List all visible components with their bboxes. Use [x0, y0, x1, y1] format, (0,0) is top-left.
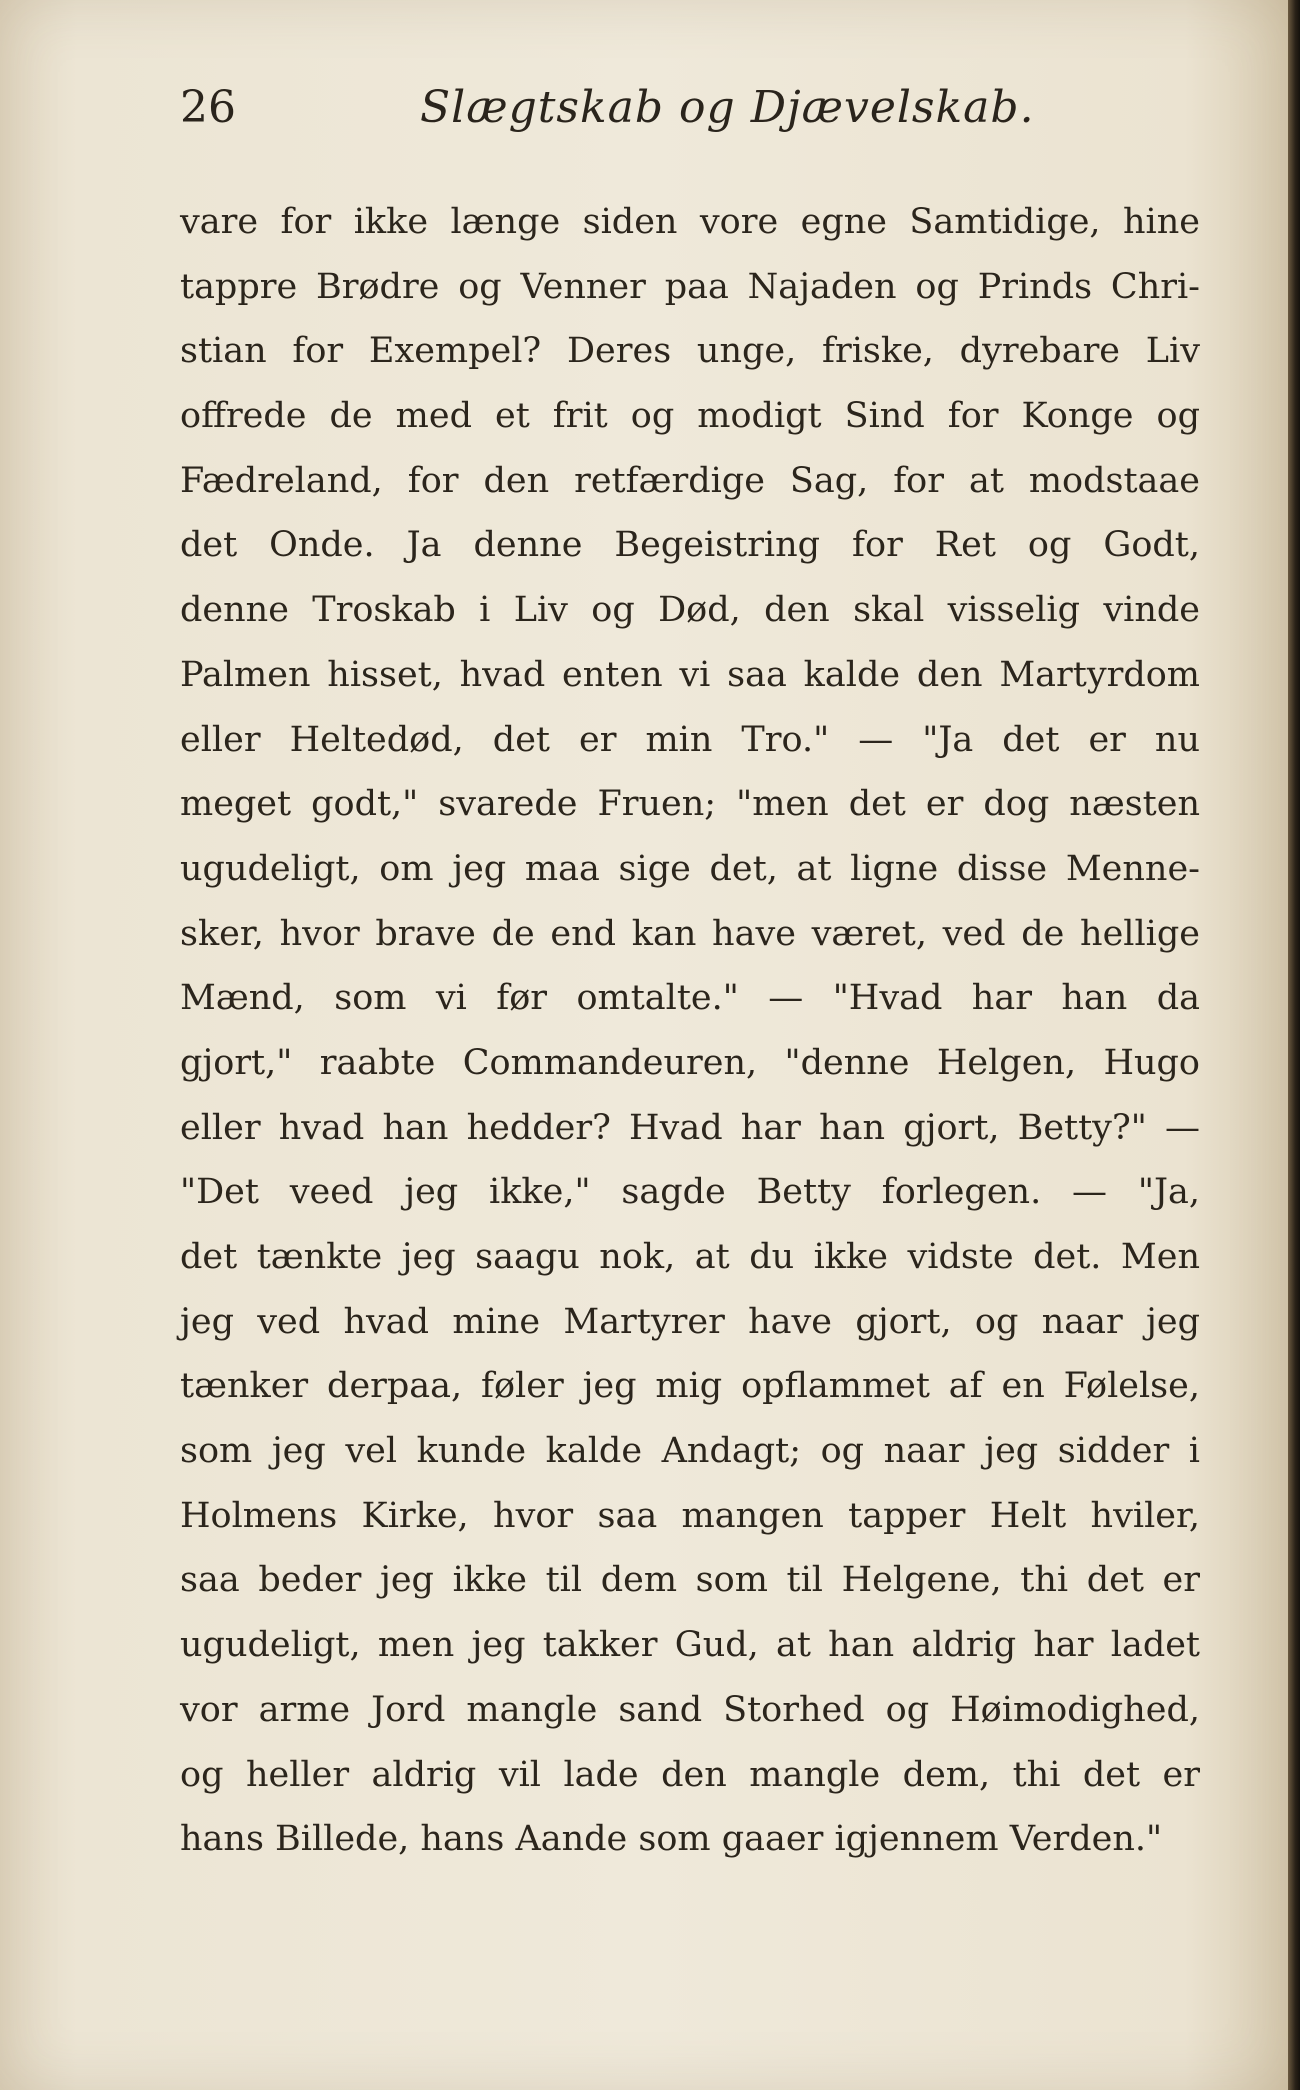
body-text	[180, 190, 1200, 1872]
text-line: Mænd, som vi før omtalte." — "Hvad har han da	[180, 978, 1200, 1019]
text-line: meget godt," svarede Fruen; "men det er dog næsten	[180, 784, 1200, 825]
running-title: Slægtskab og Djævelskab.	[420, 82, 1035, 133]
text-line: stian for Exempel? Deres unge, friske, dyrebare Liv	[180, 331, 1200, 372]
text-line: eller Heltedød, det er min Tro." — "Ja det er nu	[180, 719, 1200, 760]
text-line: som jeg vel kunde kalde Andagt; og naar jeg sidder i	[180, 1431, 1200, 1472]
text-line: ugudeligt, om jeg maa sige det, at ligne disse Menne-	[180, 848, 1200, 889]
text-line: tænker derpaa, føler jeg mig opflammet af en Følelse,	[180, 1366, 1200, 1407]
text-line: Fædreland, for den retfærdige Sag, for at modstaae	[180, 460, 1200, 501]
page-header	[180, 78, 1200, 148]
text-line: Holmens Kirke, hvor saa mangen tapper Helt hviler,	[180, 1495, 1200, 1536]
text-line: Palmen hisset, hvad enten vi saa kalde den Martyrdom	[180, 654, 1200, 695]
text-line: vor arme Jord mangle sand Storhed og Høimodighed,	[180, 1689, 1200, 1730]
text-line: ugudeligt, men jeg takker Gud, at han aldrig har ladet	[180, 1625, 1200, 1666]
text-line: eller hvad han hedder? Hvad har han gjort, Betty?" —	[180, 1107, 1200, 1148]
text-line: saa beder jeg ikke til dem som til Helgene, thi det er	[180, 1560, 1200, 1601]
page-edge	[1288, 0, 1300, 2090]
text-line: denne Troskab i Liv og Død, den skal visselig vinde	[180, 590, 1200, 631]
page-number: 26	[180, 82, 236, 133]
text-line: jeg ved hvad mine Martyrer have gjort, og naar jeg	[180, 1301, 1200, 1342]
text-line: offrede de med et frit og modigt Sind for Konge og	[180, 396, 1200, 437]
text-line: hans Billede, hans Aande som gaaer igjennem Verden."	[180, 1819, 1163, 1860]
text-line: og heller aldrig vil lade den mangle dem, thi det er	[180, 1754, 1200, 1795]
text-line: det Onde. Ja denne Begeistring for Ret og Godt,	[180, 525, 1200, 566]
text-line: vare for ikke længe siden vore egne Samtidige, hine	[180, 202, 1200, 242]
text-line: "Det veed jeg ikke," sagde Betty forlegen. — "Ja,	[180, 1172, 1200, 1213]
text-line: tappre Brødre og Venner paa Najaden og Prinds Chri-	[180, 266, 1200, 307]
text-line: sker, hvor brave de end kan have været, ved de hellige	[180, 913, 1200, 954]
text-line: gjort," raabte Commandeuren, "denne Helgen, Hugo	[180, 1042, 1200, 1083]
text-line: det tænkte jeg saagu nok, at du ikke vidste det. Men	[180, 1237, 1200, 1277]
